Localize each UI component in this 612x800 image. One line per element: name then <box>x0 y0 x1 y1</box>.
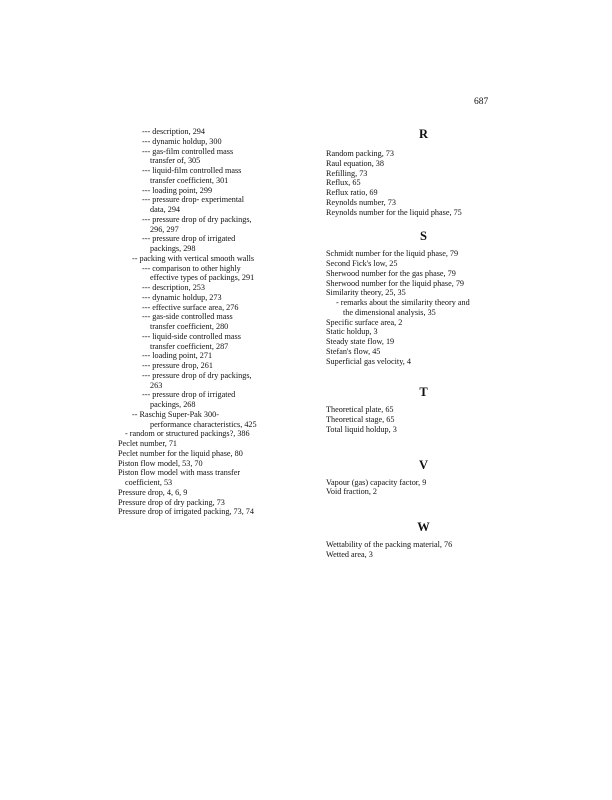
index-entry: Piston flow model with mass transfer <box>118 468 241 478</box>
index-entry: Wetted area, 3 <box>326 549 373 559</box>
index-entry: Vapour (gas) capacity factor, 9 <box>326 477 427 487</box>
page-number: 687 <box>474 97 489 107</box>
index-entry: Second Fick's low, 25 <box>326 259 398 268</box>
index-entry: --- gas-film controlled mass <box>142 146 234 156</box>
index-entry: Specific surface area, 2 <box>326 317 403 327</box>
index-entry: Theoretical plate, 65 <box>326 405 394 415</box>
index-entry: Static holdup, 3 <box>326 327 378 337</box>
index-entry: transfer coefficient, 301 <box>150 175 229 185</box>
index-entry: Superficial gas velocity, 4 <box>326 356 411 366</box>
index-entry: Total liquid holdup, 3 <box>326 424 397 434</box>
index-entry: Peclet number, 71 <box>118 439 178 448</box>
index-entry: Stefan's flow, 45 <box>326 346 381 356</box>
index-entry: --- dynamic holdup, 300 <box>142 136 222 146</box>
index-entry: packings, 268 <box>150 400 196 409</box>
index-entry: Piston flow model, 53, 70 <box>118 458 203 468</box>
index-entry: Void fraction, 2 <box>326 487 378 497</box>
index-entry: -- Raschig Super-Pak 300- <box>132 409 219 419</box>
index-entry: --- pressure drop of dry packings, <box>142 370 252 380</box>
index-entry: - remarks about the similarity theory and <box>336 298 470 307</box>
index-entry: --- loading point, 271 <box>142 351 213 361</box>
section-letter-w: W <box>417 520 430 534</box>
index-entry: Pressure drop, 4, 6, 9 <box>118 487 188 497</box>
index-entry: --- description, 253 <box>142 283 205 292</box>
index-entry: Reynolds number, 73 <box>326 197 396 207</box>
index-entry: Sherwood number for the liquid phase, 79 <box>326 278 465 288</box>
index-entry: coefficient, 53 <box>125 478 173 487</box>
index-entry: performance characteristics, 425 <box>150 419 257 429</box>
index-entry: - random or structured packings?, 386 <box>125 429 250 439</box>
index-entry: --- effective surface area, 276 <box>142 302 239 312</box>
index-entry: --- gas-side controlled mass <box>142 312 233 322</box>
index-entry: Similarity theory, 25, 35 <box>326 288 406 298</box>
index-entry: the dimensional analysis, 35 <box>343 307 436 317</box>
index-entry: Wettability of the packing material, 76 <box>326 540 453 549</box>
index-entry: Pressure drop of dry packing, 73 <box>118 497 225 507</box>
index-entry: Pressure drop of irrigated packing, 73, 74 <box>118 507 254 517</box>
index-column-right <box>326 127 521 560</box>
section-letter-t: T <box>419 385 428 400</box>
index-entry: 296, 297 <box>150 224 179 234</box>
index-entry: Steady state flow, 19 <box>326 337 395 346</box>
index-entry: Schmidt number for the liquid phase, 79 <box>326 249 459 259</box>
index-entry: --- dynamic holdup, 273 <box>142 292 222 302</box>
index-entry: --- pressure drop- experimental <box>142 195 245 205</box>
index-entry: transfer coefficient, 280 <box>150 322 229 331</box>
index-entry: transfer of, 305 <box>150 156 201 166</box>
section-letter-r: R <box>418 127 429 141</box>
index-entry: Sherwood number for the gas phase, 79 <box>326 268 456 278</box>
index-entry: Raul equation, 38 <box>326 158 384 168</box>
section-letter-v: V <box>418 457 429 472</box>
index-entry: --- pressure drop of irrigated <box>142 234 236 244</box>
index-entry: -- packing with vertical smooth walls <box>132 253 255 263</box>
index-entry: packings, 298 <box>150 244 196 253</box>
index-entry: Reynolds number for the liquid phase, 75 <box>326 207 462 217</box>
index-entry: Reflux, 65 <box>326 178 361 188</box>
index-entry: --- pressure drop, 261 <box>142 361 213 370</box>
index-entry: --- comparison to other highly <box>142 263 241 273</box>
section-letter-s: S <box>420 229 427 244</box>
index-entry: 263 <box>150 380 163 390</box>
index-entry: Reflux ratio, 69 <box>326 188 378 197</box>
index-column-left <box>118 127 308 517</box>
index-entry: transfer coefficient, 287 <box>150 341 229 351</box>
index-entry: Peclet number for the liquid phase, 80 <box>118 448 243 458</box>
index-entry: --- description, 294 <box>142 127 205 136</box>
index-entry: --- liquid-side controlled mass <box>142 331 241 341</box>
index-entry: effective types of packings, 291 <box>150 273 255 283</box>
index-entry: --- pressure drop of dry packings, <box>142 214 252 224</box>
index-entry: --- pressure drop of irrigated <box>142 390 236 400</box>
index-entry: Refilling, 73 <box>326 168 368 178</box>
index-entry: Random packing, 73 <box>326 149 394 158</box>
index-entry: data, 294 <box>150 205 181 214</box>
index-entry: Theoretical stage, 65 <box>326 415 395 424</box>
index-entry: --- liquid-film controlled mass <box>142 166 242 175</box>
index-entry: --- loading point, 299 <box>142 185 213 195</box>
